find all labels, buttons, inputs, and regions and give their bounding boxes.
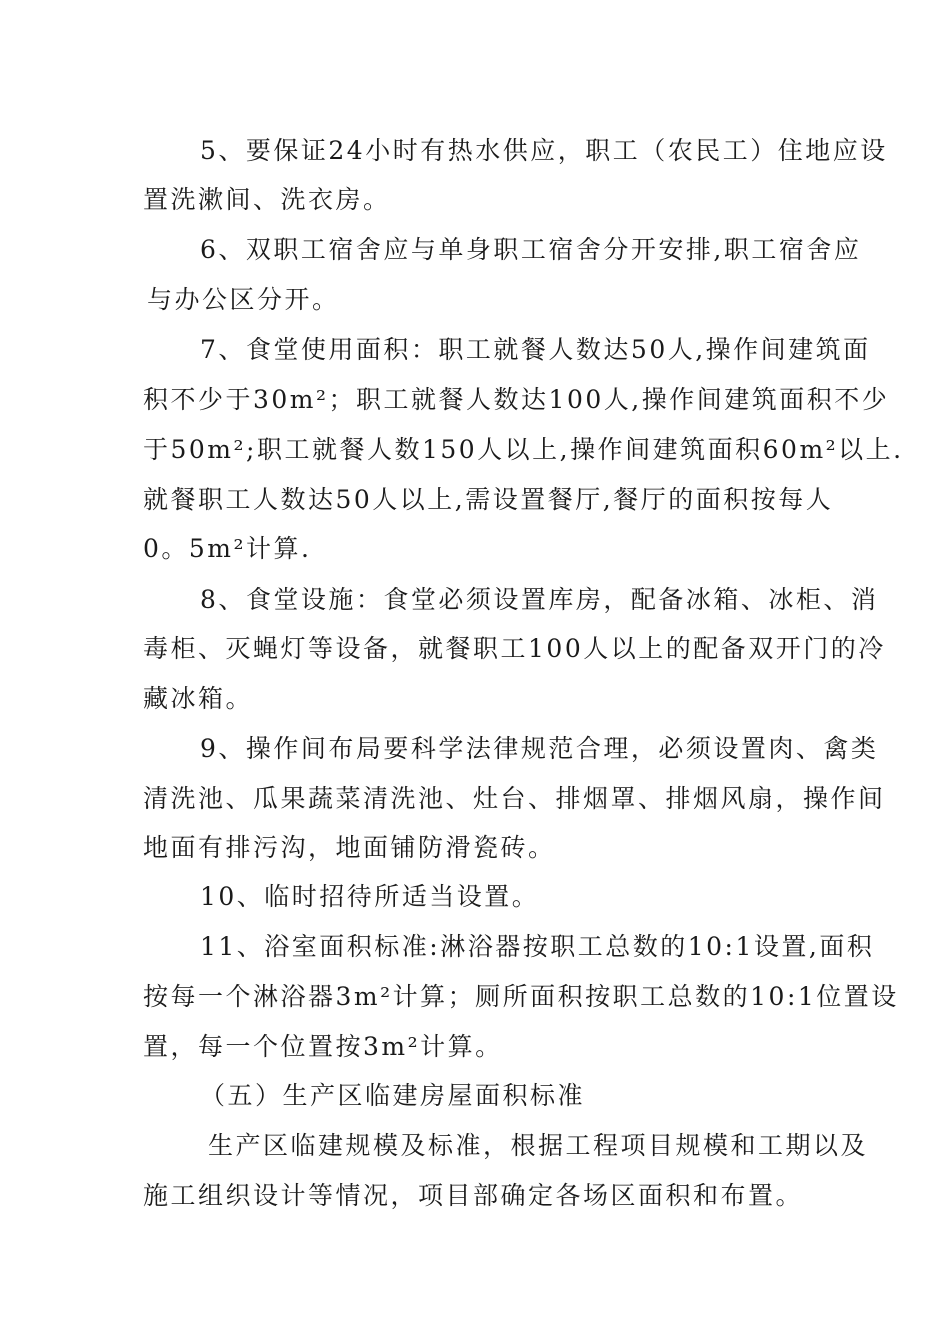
text-line-content: 积不少于30m²；职工就餐人数达100人,操作间建筑面积不少	[143, 385, 890, 414]
text-line-content: 9、操作间布局要科学法律规范合理，必须设置肉、禽类	[200, 734, 879, 763]
text-line-content: 地面有排污沟，地面铺防滑瓷砖。	[143, 833, 556, 862]
text-line-content: 毒柜、灭蝇灯等设备，就餐职工100人以上的配备双开门的冷	[143, 634, 886, 663]
text-line-content: 5、要保证24小时有热水供应，职工（农民工）住地应设	[200, 136, 888, 165]
text-line-content: 置洗漱间、洗衣房。	[143, 185, 391, 214]
text-line-content: 与办公区分开。	[147, 285, 340, 314]
text-line-content: 7、食堂使用面积：职工就餐人数达50人,操作间建筑面	[200, 335, 871, 364]
text-line-content: 按每一个淋浴器3m²计算；厕所面积按职工总数的10:1位置设	[143, 982, 899, 1011]
text-line-content: 6、双职工宿舍应与单身职工宿舍分开安排,职工宿舍应	[200, 235, 862, 264]
text-line-content: 10、临时招待所适当设置。	[200, 882, 540, 911]
text-line-content: 生产区临建规模及标准，根据工程项目规模和工期以及	[208, 1131, 869, 1160]
text-line-content: 施工组织设计等情况，项目部确定各场区面积和布置。	[143, 1181, 804, 1210]
text-line-content: 置，每一个位置按3m²计算。	[143, 1032, 503, 1061]
text-line-content: 就餐职工人数达50人以上,需设置餐厅,餐厅的面积按每人	[143, 485, 834, 514]
text-line-content: 藏冰箱。	[143, 684, 254, 713]
text-line-content: 11、浴室面积标准:淋浴器按职工总数的10:1设置,面积	[200, 932, 875, 961]
text-line-content: 于50m²;职工就餐人数150人以上,操作间建筑面积60m²以上.	[143, 435, 904, 464]
text-line-content: 8、食堂设施：食堂必须设置库房，配备冰箱、冰柜、消	[200, 585, 879, 614]
text-line-content: 清洗池、瓜果蔬菜清洗池、灶台、排烟罩、排烟风扇，操作间	[143, 784, 886, 813]
text-line-content: 0。5m²计算.	[143, 534, 312, 563]
section-heading-text: （五）生产区临建房屋面积标准	[200, 1081, 586, 1110]
